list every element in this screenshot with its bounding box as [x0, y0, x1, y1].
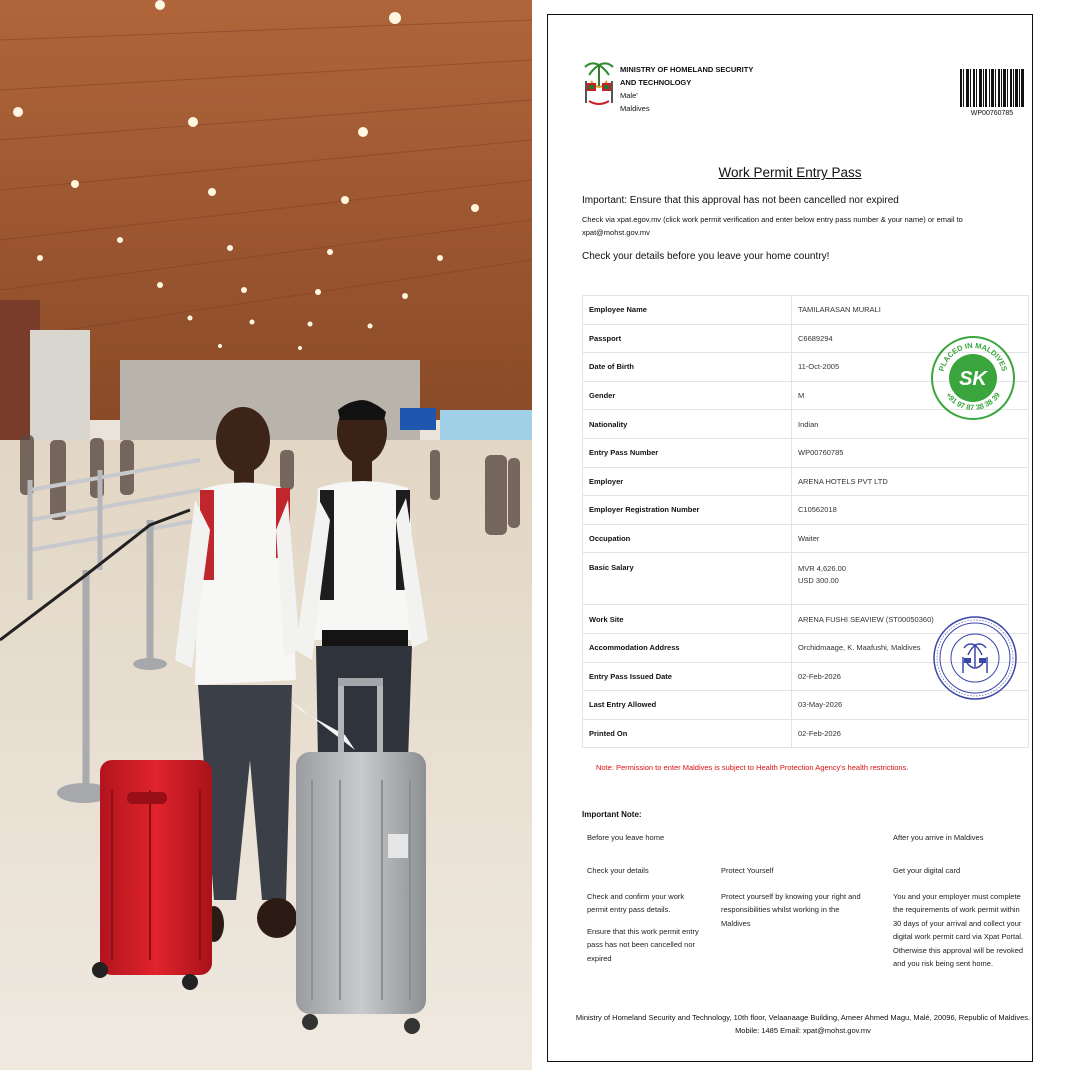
digital-card-column [893, 864, 1025, 971]
ministry-country: Maldives [620, 104, 650, 113]
col2-title: Protect Yourself [721, 866, 774, 875]
col2-p1: Protect yourself by knowing your right and responsibilities whilst working in the Maldives [721, 891, 861, 928]
col3-p1: You and your employer must complete the requirements of work permit within 30 days of your arrival and collect your digital work permit card via Xpat Portal. Otherwise this approval will be revoked and you risk being sent home. [893, 891, 1024, 968]
after-arrive-heading: After you arrive in Maldives [893, 833, 984, 842]
detail-value [792, 553, 1029, 605]
detail-value: Waiter [792, 524, 1029, 553]
document-title: Work Permit Entry Pass [718, 165, 862, 180]
barcode-icon [960, 69, 1024, 107]
sk-placement-stamp [930, 335, 1016, 421]
sk-stamp-bottom-text: +91 97 87 38 38 39 [944, 390, 1002, 413]
health-restriction-note: Note: Permission to enter Maldives is subject to Health Protection Agency's health restrictions. [596, 763, 909, 772]
check-details-column [587, 864, 707, 965]
detail-row [583, 719, 1029, 748]
detail-label: Entry Pass Number [583, 438, 792, 467]
detail-label: Employee Name [583, 296, 792, 325]
detail-row [583, 553, 1029, 605]
check-details-text: Check your details before you leave your home country! [582, 251, 830, 262]
detail-value: C6689294 [792, 324, 1029, 353]
barcode-number: WP00760785 [970, 110, 1014, 117]
detail-value: WP00760785 [792, 438, 1029, 467]
col1-p1: Check and confirm your work permit entry pass details. [587, 891, 685, 914]
detail-value: ARENA HOTELS PVT LTD [792, 467, 1029, 496]
detail-label: Nationality [583, 410, 792, 439]
government-seal-icon [932, 615, 1018, 701]
detail-value-line: USD 300.00 [798, 576, 839, 586]
detail-label: Employer Registration Number [583, 496, 792, 525]
col3-title: Get your digital card [893, 866, 961, 875]
protect-yourself-column [721, 864, 871, 930]
detail-label: Work Site [583, 605, 792, 634]
footer [568, 1011, 1038, 1037]
detail-row [583, 296, 1029, 325]
detail-label: Occupation [583, 524, 792, 553]
ministry-header [620, 63, 760, 115]
ministry-name: MINISTRY OF HOMELAND SECURITY AND TECHNOLOGY [620, 65, 754, 87]
footer-address: Ministry of Homeland Security and Technology, 10th floor, Velaanaage Building, Ameer Ahmed Magu, Malé, 20096, Republic of Maldives. [575, 1013, 1031, 1022]
detail-label: Passport [583, 324, 792, 353]
detail-value: M [792, 381, 1029, 410]
detail-value: 11-Oct-2005 [792, 353, 1029, 382]
maldives-emblem-icon [581, 59, 617, 109]
ministry-city: Male' [620, 91, 638, 100]
detail-value: 02-Feb-2026 [792, 662, 1029, 691]
detail-row [583, 496, 1029, 525]
detail-label: Employer [583, 467, 792, 496]
detail-label: Entry Pass Issued Date [583, 662, 792, 691]
detail-value: 02-Feb-2026 [792, 719, 1029, 748]
important-note-heading: Important Note: [582, 810, 642, 819]
detail-row [583, 467, 1029, 496]
detail-label: Printed On [583, 719, 792, 748]
col1-title: Check your details [587, 866, 649, 875]
detail-value: Orchidmaage, K. Maafushi, Maldives [792, 633, 1029, 662]
col1-p2: Ensure that this work permit entry pass has not been cancelled nor expired [587, 926, 699, 963]
detail-label: Last Entry Allowed [583, 691, 792, 720]
detail-label: Accommodation Address [583, 633, 792, 662]
work-permit-document [547, 14, 1033, 1062]
detail-value: TAMILARASAN MURALI [792, 296, 1029, 325]
detail-value-line: MVR 4,626.00 [798, 564, 846, 574]
sk-logo: SK [959, 368, 987, 390]
detail-value: Indian [792, 410, 1029, 439]
detail-label: Gender [583, 381, 792, 410]
detail-row [583, 438, 1029, 467]
detail-label: Basic Salary [583, 553, 792, 605]
detail-label: Date of Birth [583, 353, 792, 382]
detail-row [583, 524, 1029, 553]
footer-contact: Mobile: 1485 Email: xpat@mohst.gov.mv [735, 1026, 871, 1035]
before-leave-heading: Before you leave home [587, 833, 665, 842]
check-via-text: Check via xpat.egov.mv (click work permit verification and enter below entry pass number & your name) or email to xpat@mohst.gov.mv [582, 215, 963, 237]
detail-value: 03-May-2026 [792, 691, 1029, 720]
sk-stamp-top-text: PLACED IN MALDIVES [936, 340, 1010, 373]
detail-value: ARENA FUSHI SEAVIEW (ST00050360) [792, 605, 1029, 634]
airport-photo [0, 0, 532, 1070]
important-line: Important: Ensure that this approval has not been cancelled nor expired [582, 195, 899, 206]
detail-value: C10562018 [792, 496, 1029, 525]
